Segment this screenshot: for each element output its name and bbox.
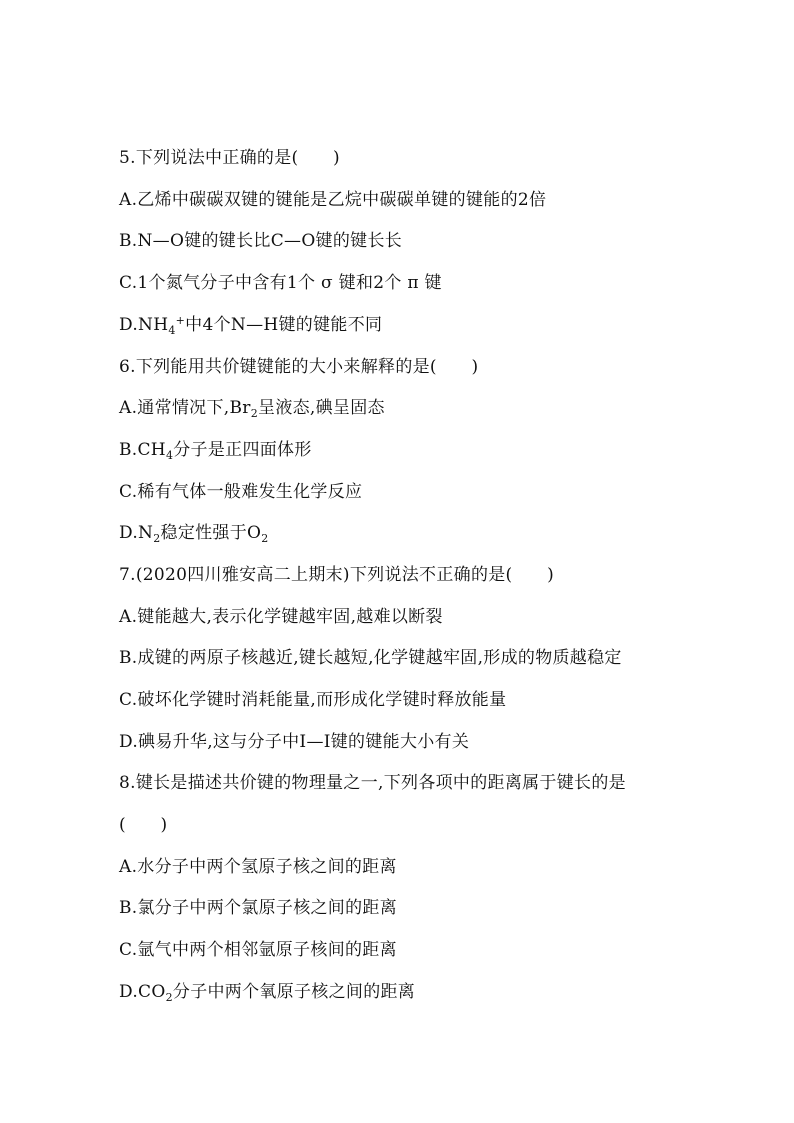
q5-option-d-subscript: 4 [168,324,176,337]
q6-option-c: C.稀有气体一般难发生化学反应 [119,482,363,502]
q6-option-a-text-rest: 呈液态,碘呈固态 [258,398,385,418]
q6-option-d-text: D.N [119,523,154,543]
q5-option-c: C.1个氮气分子中含有1个 σ 键和2个 π 键 [119,273,442,293]
q8-option-d-text: D.CO [119,982,166,1002]
q6-option-a-text: A.通常情况下,Br [119,398,251,418]
q7-option-d: D.碘易升华,这与分子中I—I键的键能大小有关 [119,732,470,752]
q6-option-d-text-mid: 稳定性强于O [160,523,262,543]
q5-option-d-superscript: + [175,314,186,327]
q5-option-a: A.乙烯中碳碳双键的键能是乙烷中碳碳单键的键能的2倍 [119,190,547,210]
q6-option-b-subscript: 4 [165,449,174,462]
q8-stem: 8.键长是描述共价键的物理量之一,下列各项中的距离属于键长的是 [119,773,626,793]
q6-option-b-text: B.CH [119,440,166,460]
q7-option-b: B.成键的两原子核越近,键长越短,化学键越牢固,形成的物质越稳定 [119,648,622,668]
q8-option-c: C.氩气中两个相邻氩原子核间的距离 [119,940,397,960]
q5-option-b: B.N—O键的键长比C—O键的键长长 [119,231,403,251]
q6-option-a [119,397,385,419]
q7-option-a: A.键能越大,表示化学键越牢固,越难以断裂 [119,607,443,627]
q7-option-c: C.破坏化学键时消耗能量,而形成化学键时释放能量 [119,690,507,710]
q6-option-a-subscript: 2 [250,407,259,420]
q5-option-d [119,314,382,336]
q8-option-d-subscript: 2 [165,991,173,1004]
q5-option-d-text: D.NH [119,315,169,335]
q8-stem-continuation: ( ) [119,815,168,835]
q5-stem: 5.下列说法中正确的是( ) [119,148,340,168]
q8-option-d-text-rest: 分子中两个氧原子核之间的距离 [172,982,416,1002]
q6-option-d-subscript: 2 [153,532,161,545]
q6-option-d-subscript-2: 2 [261,532,269,545]
q6-stem: 6.下列能用共价键键能的大小来解释的是( ) [119,357,479,377]
q8-option-b: B.氯分子中两个氯原子核之间的距离 [119,898,397,918]
q6-option-d [119,522,269,544]
q7-stem: 7.(2020四川雅安高二上期末)下列说法不正确的是( ) [119,565,555,585]
q8-option-d [119,981,415,1003]
q5-option-d-text-rest: 中4个N—H键的键能不同 [185,315,383,335]
q6-option-b [119,439,312,461]
q8-option-a: A.水分子中两个氢原子核之间的距离 [119,857,397,877]
q6-option-b-text-rest: 分子是正四面体形 [173,440,312,460]
